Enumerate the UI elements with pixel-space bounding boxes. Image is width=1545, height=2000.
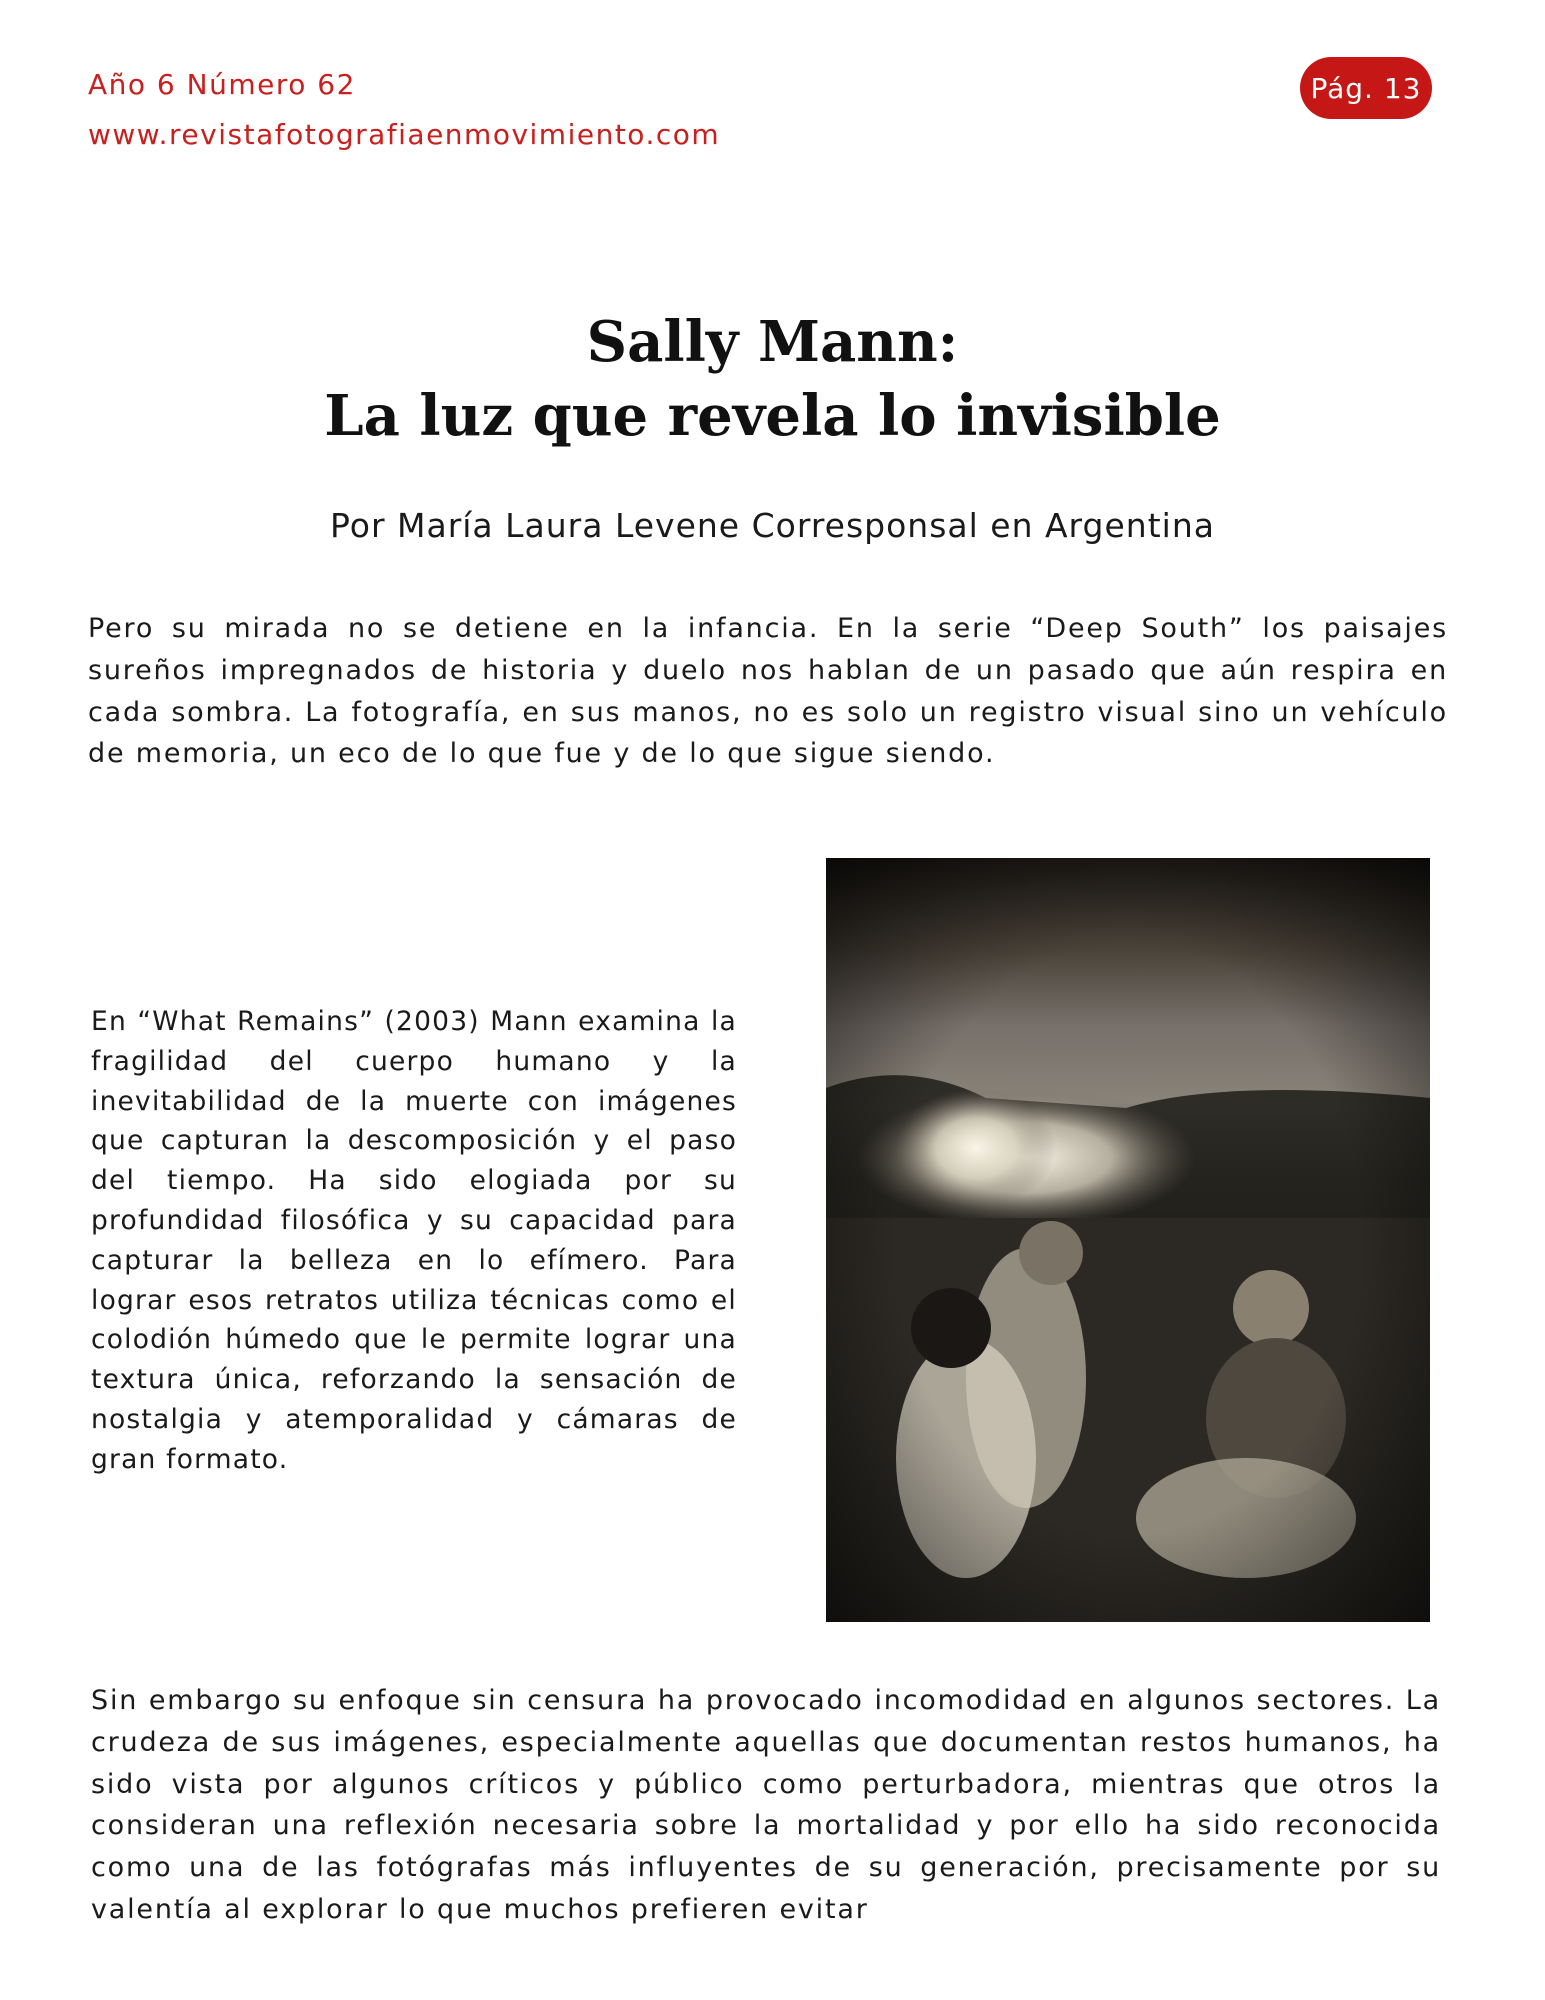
issue-number: Año 6 Número 62 [88, 68, 356, 101]
title-line-2: La luz que revela lo invisible [324, 383, 1221, 449]
article-photo [826, 858, 1430, 1622]
article-title [0, 305, 1545, 453]
paragraph-controversy: Sin embargo su enfoque sin censura ha provocado incomodidad en algunos sectores. La crudeza de sus imágenes, especialmente aquellas que documentan restos humanos, ha sido vista por algunos críticos y público como perturbadora, mientras que otros la consideran una reflexión necesaria sobre la mortalidad y por ello ha sido reconocida como una de las fotógrafas más influyentes de su generación, precisamente por su valentía al explorar lo que muchos prefieren evitar [91, 1685, 1441, 1925]
byline: Por María Laura Levene Corresponsal en Argentina [330, 506, 1215, 545]
title-line-1: Sally Mann: [586, 309, 959, 375]
paragraph-deep-south: Pero su mirada no se detiene en la infancia. En la serie “Deep South” los paisajes sureños impregnados de historia y duelo nos hablan de un pasado que aún respira en cada sombra. La fotografía, en sus manos, no es solo un registro visual sino un vehículo de memoria, un eco de lo que fue y de lo que sigue siendo. [88, 613, 1448, 770]
website-url[interactable]: www.revistafotografiaenmovimiento.com [88, 118, 721, 151]
paragraph-what-remains: En “What Remains” (2003) Mann examina la fragilidad del cuerpo humano y la inevitabilidad de la muerte con imágenes que capturan la descomposición y el paso del tiempo. Ha sido elogiada por su profundidad filosófica y su capacidad para capturar la belleza en lo efímero. Para lograr esos retratos utiliza técnicas como el colodión húmedo que le permite lograr una textura única, reforzando la sensación de nostalgia y atemporalidad y cámaras de gran formato. [91, 1006, 737, 1475]
photo-children-bonfire [826, 858, 1430, 1622]
page-number-badge: Pág. 13 [1300, 57, 1432, 119]
